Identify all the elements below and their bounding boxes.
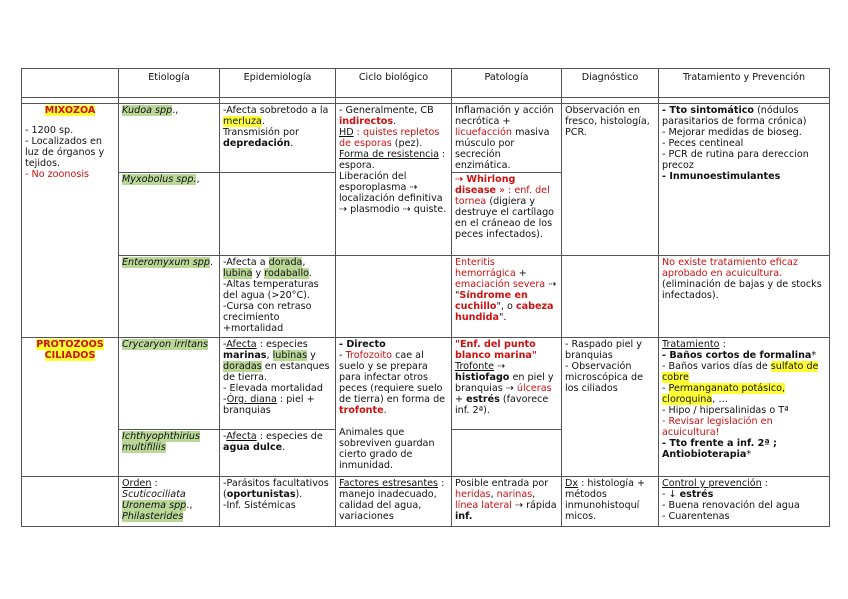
- kudoa-pato: Inflamación y acción necrótica + licuefacción masiva músculo por secreción enzimática.: [452, 104, 562, 173]
- enteromyxum-ciclo: [336, 256, 452, 338]
- protozoos-cell: [22, 338, 119, 477]
- parasite-table: [21, 68, 830, 527]
- mixozoa-title: MIXOZOA: [44, 105, 96, 116]
- fact-line: - Localizados en luz de órganos y tejidos.: [25, 136, 105, 169]
- mixozoa-diag: Observación en fresco, histología, PCR.: [562, 104, 659, 256]
- enteromyxum-pato: Enteritis hemorrágica + emaciación severa ⇢ "Síndrome en cuchillo", o cabeza hundida".: [452, 256, 562, 338]
- header-cell: Tratamiento y Prevención: [659, 69, 830, 98]
- ichthyo-epi: -Afecta : especies de agua dulce.: [220, 430, 336, 477]
- crycaryon-epi: -Afecta : especies marinas, lubinas y doradas en estanques de tierra. - Elevada mortalidad -Órg. diana : piel + branquias: [220, 338, 336, 430]
- header-row: [22, 69, 830, 98]
- header-cell: Ciclo biológico: [336, 69, 452, 98]
- last-pato: Posible entrada por heridas, narinas, línea lateral ⇢ rápida inf.: [452, 477, 562, 527]
- enteromyxum-tto: No existe tratamiento eficaz aprobado en acuicultura. (eliminación de bajas y de stocks infectados).: [659, 256, 830, 338]
- enteromyxum-diag: [562, 256, 659, 338]
- protozoos-diag: - Raspado piel y branquias - Observación microscópica de los ciliados: [562, 338, 659, 477]
- table-row: [22, 477, 830, 527]
- protozoos-title: PROTOZOOS CILIADOS: [36, 339, 104, 361]
- enteromyxum-name: Enteromyxum spp.: [119, 256, 220, 338]
- orden-cell: Orden : Scuticociliata Uronema spp., Philasterides: [119, 477, 220, 527]
- myxobolus-epi: [220, 173, 336, 256]
- kudoa-name: Kudoa spp.,: [119, 104, 220, 173]
- header-cell: Diagnóstico: [562, 69, 659, 98]
- crycaryon-pato: "Enf. del punto blanco marina" Trofonte ⇢ histiofago en piel y branquias ⇢ úlceras + estrés (favorece inf. 2ª).: [452, 338, 562, 430]
- last-diag: Dx : histología + métodos inmunohistoquí micos.: [562, 477, 659, 527]
- header-cell: Etiología: [119, 69, 220, 98]
- protozoos-tto: Tratamiento : - Baños cortos de formalina* - Baños varios días de sulfato de cobre - Permanganato potásico, cloroquina, … - Hipo / hipersalinidas o Tª - Revisar legislación en acuicultura! - Tto frente a inf. 2ª ; Antiobioterapia*: [659, 338, 830, 477]
- crycaryon-name: Crycaryon irritans: [119, 338, 220, 430]
- myxobolus-pato: ⇢ Whirlong disease » : enf. del tornea (digiera y destruye el cartílago en el cráneao de los peces infectados).: [452, 173, 562, 256]
- protozoos-ciclo: - Directo - Trofozoito cae al suelo y se prepara para infectar otros peces (requiere suelo de tierra) en forma de trofonte. Animales que sobreviven guardan cierto grado de inmunidad.: [336, 338, 452, 477]
- mixozoa-cell: [22, 104, 119, 338]
- ichthyo-name: Ichthyophthirius multifiliis: [119, 430, 220, 477]
- mixozoa-tto: - Tto sintomático (nódulos parasitarios de forma crónica) - Mejorar medidas de bioseg. - Peces centineal - PCR de rutina para dereccion precoz - Inmunoestimulantes: [659, 104, 830, 256]
- header-cell: Epidemiología: [220, 69, 336, 98]
- kudoa-epi: -Afecta sobretodo a la merluza. Transmisión por depredación.: [220, 104, 336, 173]
- last-ciclo: Factores estresantes : manejo inadecuado, calidad del agua, variaciones: [336, 477, 452, 527]
- fact-line: - 1200 sp.: [25, 125, 74, 136]
- mixozoa-ciclo: - Generalmente, CB indirectos. HD : quistes repletos de esporas (pez). Forma de resistencia : espora. Liberación del esporoplasma ⇢ localización definitiva ⇢ plasmodio ⇢ quiste.: [336, 104, 452, 256]
- no-zoonosis: - No zoonosis: [25, 169, 89, 180]
- table-row: [22, 104, 830, 173]
- table-row: [22, 338, 830, 430]
- enteromyxum-epi: -Afecta a dorada, lubina y rodaballo. -Altas temperaturas del agua (>20°C). -Cursa con retraso crecimiento +mortalidad: [220, 256, 336, 338]
- table-row: [22, 256, 830, 338]
- last-group: [22, 477, 119, 527]
- last-epi: -Parásitos facultativos (oportunistas). -Inf. Sistémicas: [220, 477, 336, 527]
- header-cell: [22, 69, 119, 98]
- ichthyo-pato: [452, 430, 562, 477]
- myxobolus-name: Myxobolus spp.,: [119, 173, 220, 256]
- header-cell: Patología: [452, 69, 562, 98]
- last-tto: Control y prevención : - ↓ estrés - Buena renovación del agua - Cuarentenas: [659, 477, 830, 527]
